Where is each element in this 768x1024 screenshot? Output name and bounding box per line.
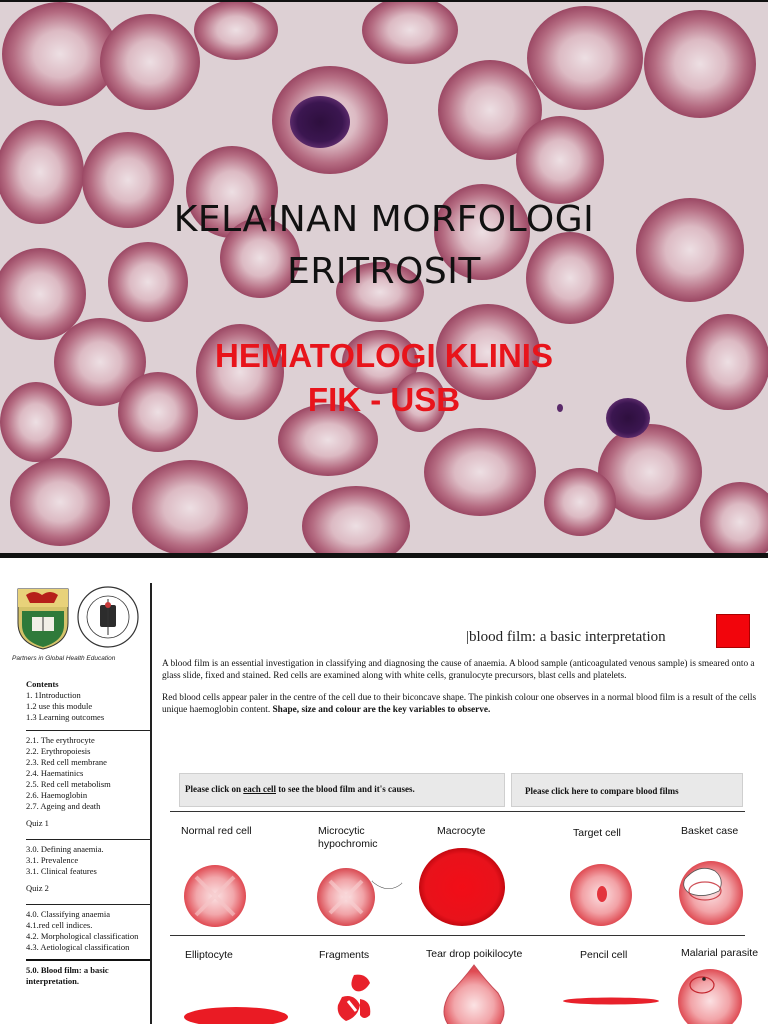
intro-paragraph-2-text: Red blood cells appear paler in the centre of the cell due to their biconcave shape. The pinkish colour one observes in a normal blood film is a result of the cells unique haemoglobin content. (162, 693, 757, 715)
normal-cell-icon[interactable] (182, 863, 248, 929)
basket-cell-icon[interactable] (675, 855, 745, 927)
toc-link[interactable]: 2.2. Erythropoiesis (26, 746, 91, 756)
elliptocyte-icon[interactable] (182, 1003, 290, 1024)
toc-group-5 (26, 959, 150, 987)
toc-link[interactable]: 3.1. Prevalence (26, 855, 79, 865)
toc-link-current[interactable]: 5.0. Blood film: a basic interpretation. (26, 965, 109, 986)
pencil-cell-icon[interactable] (562, 995, 660, 1007)
toc-link[interactable]: 3.1. Clinical features (26, 866, 97, 876)
toc-link[interactable]: 3.0. Defining anaemia. (26, 844, 104, 854)
toc-group-2 (26, 730, 150, 812)
toc-link[interactable]: 2.4. Haematinics (26, 768, 84, 778)
compare-blood-films-button[interactable]: Please click here to compare blood films (511, 773, 743, 807)
cell-label-normal: Normal red cell (181, 825, 252, 837)
target-cell-icon[interactable] (568, 863, 634, 927)
university-logos (14, 585, 148, 651)
toc-link[interactable]: 1.3 Learning outcomes (26, 712, 105, 722)
cell-label-fragments: Fragments (319, 949, 370, 961)
intro-text (162, 659, 758, 727)
slide-title-line1: KELAINAN MORFOLOGI (173, 199, 595, 240)
table-of-contents (26, 679, 150, 987)
toc-link[interactable]: 4.2. Morphological classification (26, 931, 139, 941)
click-each-cell-button[interactable] (179, 773, 505, 807)
sidebar (10, 583, 152, 1024)
quiz-1-link[interactable]: Quiz 1 (26, 818, 49, 828)
quiz-2-link[interactable]: Quiz 2 (26, 883, 49, 893)
cell-label-microcytic: Microcytic hypochromic (318, 825, 378, 850)
accent-square (716, 614, 750, 648)
cell-label-target: Target cell (573, 827, 621, 839)
slide-subtitle-line1: HEMATOLOGI KLINIS (215, 337, 553, 374)
divider (170, 935, 745, 936)
toc-link[interactable]: 2.6. Haemoglobin (26, 790, 88, 800)
toc-link[interactable]: 2.3. Red cell membrane (26, 757, 107, 767)
toc-link[interactable]: 1.2 use this module (26, 701, 93, 711)
toc-group-3 (26, 839, 150, 877)
contents-heading: Contents (26, 679, 59, 689)
cell-label-malarial: Malarial parasite (681, 947, 759, 959)
toc-link[interactable]: 4.0. Classifying anaemia (26, 909, 111, 919)
slide-title-line2: ERITROSIT (287, 251, 481, 292)
toc-link[interactable]: 4.3. Aetiological classification (26, 942, 130, 952)
btn-each-prefix: Please click on (185, 784, 244, 794)
toc-link[interactable]: 4.1.red cell indices. (26, 920, 93, 930)
page-heading: |blood film: a basic interpretation (466, 629, 666, 645)
slide-title (0, 194, 768, 298)
malarial-parasite-icon[interactable] (676, 967, 744, 1024)
slide-subtitle-line2: FIK - USB (307, 381, 461, 418)
slide-subtitle (0, 334, 768, 422)
toc-link[interactable]: 1. 1Introduction (26, 690, 81, 700)
cell-label-pencil: Pencil cell (580, 949, 628, 961)
partners-caption: Partners in Global Health Education (12, 655, 116, 662)
toc-group-4 (26, 904, 150, 953)
cell-label-macrocyte: Macrocyte (437, 825, 486, 837)
slide-divider (0, 553, 768, 558)
module-page (0, 563, 768, 1024)
fragments-icon[interactable] (334, 971, 378, 1024)
cell-label-basket: Basket case (681, 825, 739, 837)
btn-each-underlined: each cell (243, 784, 276, 794)
macrocyte-icon[interactable] (418, 847, 506, 927)
medical-college-seal-icon (78, 587, 138, 647)
toc-link[interactable]: 2.5. Red cell metabolism (26, 779, 111, 789)
divider (170, 811, 745, 812)
btn-each-suffix: to see the blood film and it's causes. (276, 784, 415, 794)
cell-label-teardrop: Tear drop poikilocyte (426, 948, 523, 960)
intro-key-sentence: Shape, size and colour are the key variables to observe. (272, 704, 491, 715)
cell-label-elliptocyte: Elliptocyte (185, 949, 233, 961)
microcytic-cell-icon[interactable] (316, 865, 404, 927)
intro-paragraph-2 (162, 693, 758, 716)
toc-link[interactable]: 2.7. Ageing and death (26, 801, 101, 811)
intro-paragraph-1: A blood film is an essential investigation in classifying and diagnosing the cause of anaemia. A blood sample (anticoagulated venous sample) is smeared onto a glass slide, fixed and stained. Red cells are examined along with white cells, granulocyte precursors, blast cells and platelets. (162, 659, 755, 681)
teardrop-cell-icon[interactable] (440, 963, 508, 1024)
toc-link[interactable]: 2.1. The erythrocyte (26, 735, 95, 745)
toc-group-1 (26, 690, 150, 723)
